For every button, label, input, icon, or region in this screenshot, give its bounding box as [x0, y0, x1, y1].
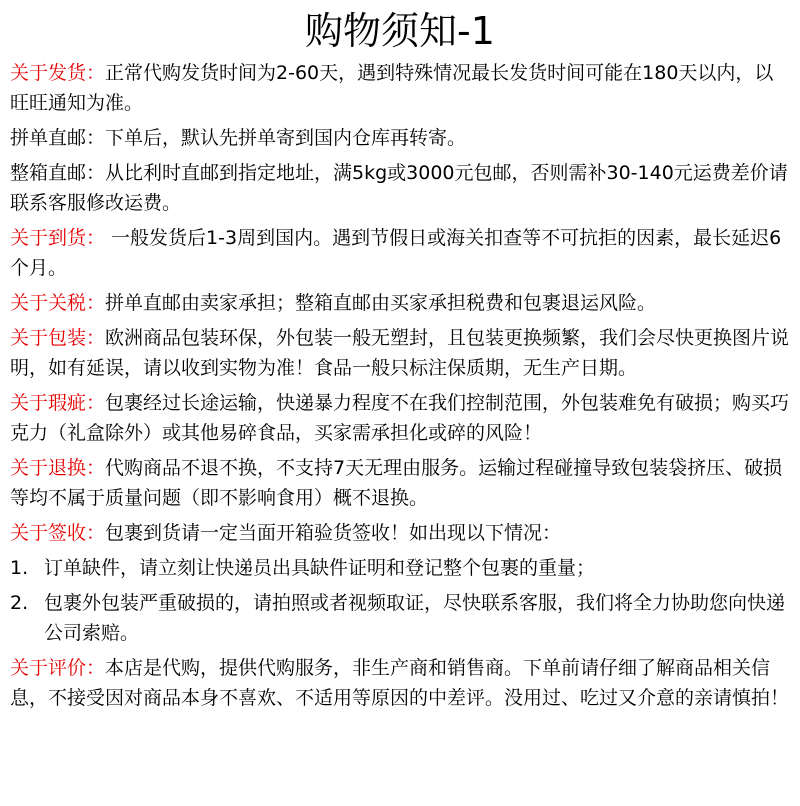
- receipt-case-2: [10, 588, 790, 648]
- shopping-notice-page: [0, 6, 800, 806]
- section-arrival: [10, 223, 790, 283]
- section-label: 关于退换：: [10, 457, 106, 479]
- section-text: 包裹经过长途运输，快递暴力程度不在我们控制范围，外包装难免有破损；购买巧克力（礼盒除外）或其他易碎食品，买家需承担化或碎的风险！: [10, 392, 790, 444]
- section-defects: [10, 388, 790, 448]
- section-text: 拼单直邮：下单后，默认先拼单寄到国内仓库再转寄。: [10, 127, 467, 149]
- section-label: 关于瑕疵：: [10, 392, 106, 414]
- section-text: 一般发货后1-3周到国内。遇到节假日或海关扣查等不可抗拒的因素，最长延迟6个月。: [10, 227, 782, 279]
- section-label: 关于签收：: [10, 522, 106, 544]
- section-text: 欧洲商品包装环保，外包装一般无塑封，且包装更换频繁，我们会尽快更换图片说明，如有延误，请以收到实物为准！食品一般只标注保质期，无生产日期。: [10, 327, 790, 379]
- section-text: 本店是代购，提供代购服务，非生产商和销售商。下单前请仔细了解商品相关信息，不接受因对商品本身不喜欢、不适用等原因的中差评。没用过、吃过又介意的亲请慎拍！: [10, 657, 790, 709]
- section-text: 拼单直邮由卖家承担；整箱直邮由买家承担税费和包裹退运风险。: [105, 292, 657, 314]
- section-text: 整箱直邮：从比利时直邮到指定地址，满5kg或3000元包邮，否则需补30-140元运费差价请联系客服修改运费。: [10, 162, 788, 214]
- section-packaging: [10, 323, 790, 383]
- list-number: 1.: [10, 557, 29, 579]
- section-label: 关于包装：: [10, 327, 106, 349]
- section-reviews: [10, 653, 790, 713]
- section-label: 关于评价：: [10, 657, 106, 679]
- section-text: 代购商品不退不换，不支持7天无理由服务。运输过程碰撞导致包装袋挤压、破损等均不属于质量问题（即不影响食用）概不退换。: [10, 457, 783, 509]
- section-label: 关于关税：: [10, 292, 106, 314]
- list-item-text: 订单缺件，请立刻让快递员出具缺件证明和登记整个包裹的重量；: [44, 557, 596, 579]
- receipt-case-1: [10, 553, 790, 583]
- list-item-text: 包裹外包装严重破损的，请拍照或者视频取证，尽快联系客服，我们将全力协助您向快递公司索赔。: [44, 592, 786, 644]
- section-shipping: [10, 58, 790, 118]
- list-number: 2.: [10, 592, 29, 614]
- section-label: 关于到货：: [10, 227, 106, 249]
- section-text: 包裹到货请一定当面开箱验货签收！如出现以下情况：: [105, 522, 562, 544]
- section-text: 正常代购发货时间为2-60天，遇到特殊情况最长发货时间可能在180天以内，以旺旺通知为准。: [10, 62, 774, 114]
- section-label: 关于发货：: [10, 62, 106, 84]
- page-title: 购物须知-1: [305, 9, 495, 53]
- section-returns: [10, 453, 790, 513]
- section-box-direct-mail: [10, 158, 790, 218]
- section-customs-duty: [10, 288, 790, 318]
- section-receipt: [10, 518, 790, 548]
- section-consolidated-direct-mail: [10, 123, 790, 153]
